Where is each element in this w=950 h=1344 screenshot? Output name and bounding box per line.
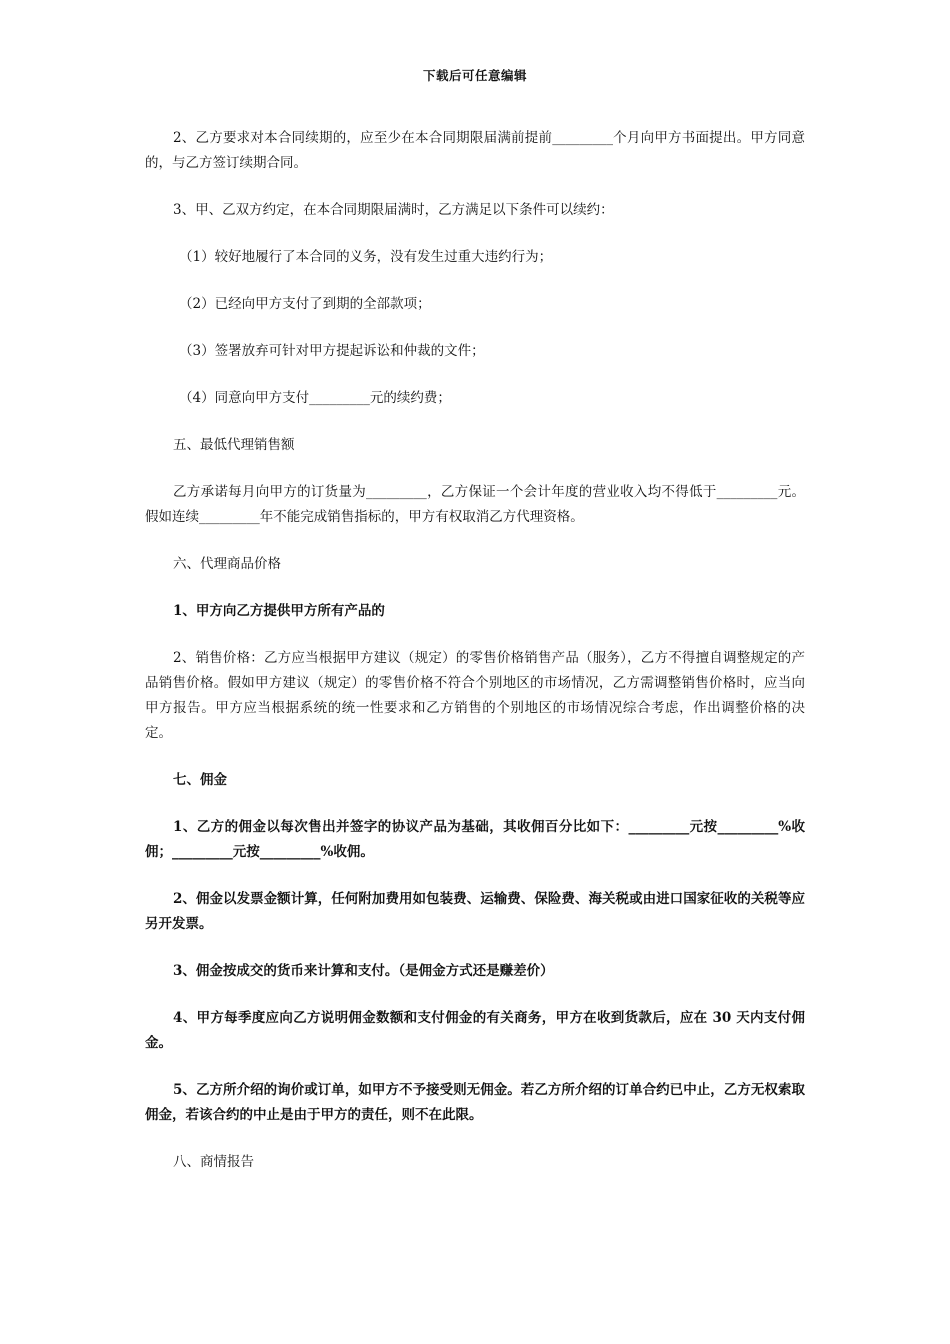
page-header: 下载后可任意编辑 — [422, 68, 527, 83]
condition-item-2: （2）已经向甲方支付了到期的全部款项； — [179, 296, 431, 312]
clause-commission-3: 3、佣金按成交的货币来计算和支付。（是佣金方式还是赚差价） — [173, 963, 554, 979]
section-heading-pricing: 六、代理商品价格 — [173, 556, 281, 572]
condition-item-4: （4）同意向甲方支付_________元的续约费； — [179, 390, 451, 406]
clause-commission-2: 2、佣金以发票金额计算，任何附加费用如包装费、运输费、保险费、海关税或由进口国家征收的关税等应另开发票。 — [145, 891, 805, 932]
clause-pricing-1: 1、甲方向乙方提供甲方所有产品的 — [173, 603, 385, 619]
section-heading-market-report: 八、商情报告 — [173, 1154, 254, 1170]
section-heading-min-sales: 五、最低代理销售额 — [173, 437, 295, 453]
clause-commission-5: 5、乙方所介绍的询价或订单，如甲方不予接受则无佣金。若乙方所介绍的订单合约已中止，乙方无权索取佣金，若该合约的中止是由于甲方的责任，则不在此限。 — [145, 1082, 805, 1123]
clause-pricing-2: 2、销售价格：乙方应当根据甲方建议（规定）的零售价格销售产品（服务），乙方不得擅自调整规定的产品销售价格。假如甲方建议（规定）的零售价格不符合个别地区的市场情况，乙方需调整销售价格时，应当向甲方报告。甲方应当根据系统的统一性要求和乙方销售的个别地区的市场情况综合考虑，作出调整价格的决定。 — [145, 650, 805, 741]
section-heading-commission: 七、佣金 — [173, 772, 227, 788]
clause-commission-4: 4、甲方每季度应向乙方说明佣金数额和支付佣金的有关商务，甲方在收到货款后，应在 30 天内支付佣金。 — [145, 1010, 805, 1051]
condition-item-3: （3）签署放弃可针对甲方提起诉讼和仲裁的文件； — [179, 343, 485, 359]
document-body — [145, 126, 805, 1197]
condition-item-1: （1）较好地履行了本合同的义务，没有发生过重大违约行为； — [179, 249, 553, 265]
clause-min-sales: 乙方承诺每月向甲方的订货量为_________，乙方保证一个会计年度的营业收入均不得低于_________元。假如连续_________年不能完成销售指标的，甲方有权取消乙方代理资格。 — [145, 484, 805, 525]
clause-renewal-notice: 2、乙方要求对本合同续期的，应至少在本合同期限届满前提前_________个月向甲方书面提出。甲方同意的，与乙方签订续期合同。 — [145, 130, 805, 171]
clause-renewal-conditions: 3、甲、乙双方约定，在本合同期限届满时，乙方满足以下条件可以续约： — [173, 202, 614, 218]
clause-commission-1: 1、乙方的佣金以每次售出并签字的协议产品为基础，其收佣百分比如下：_________元按_________%收佣；_________元按_________%收佣。 — [145, 819, 805, 860]
